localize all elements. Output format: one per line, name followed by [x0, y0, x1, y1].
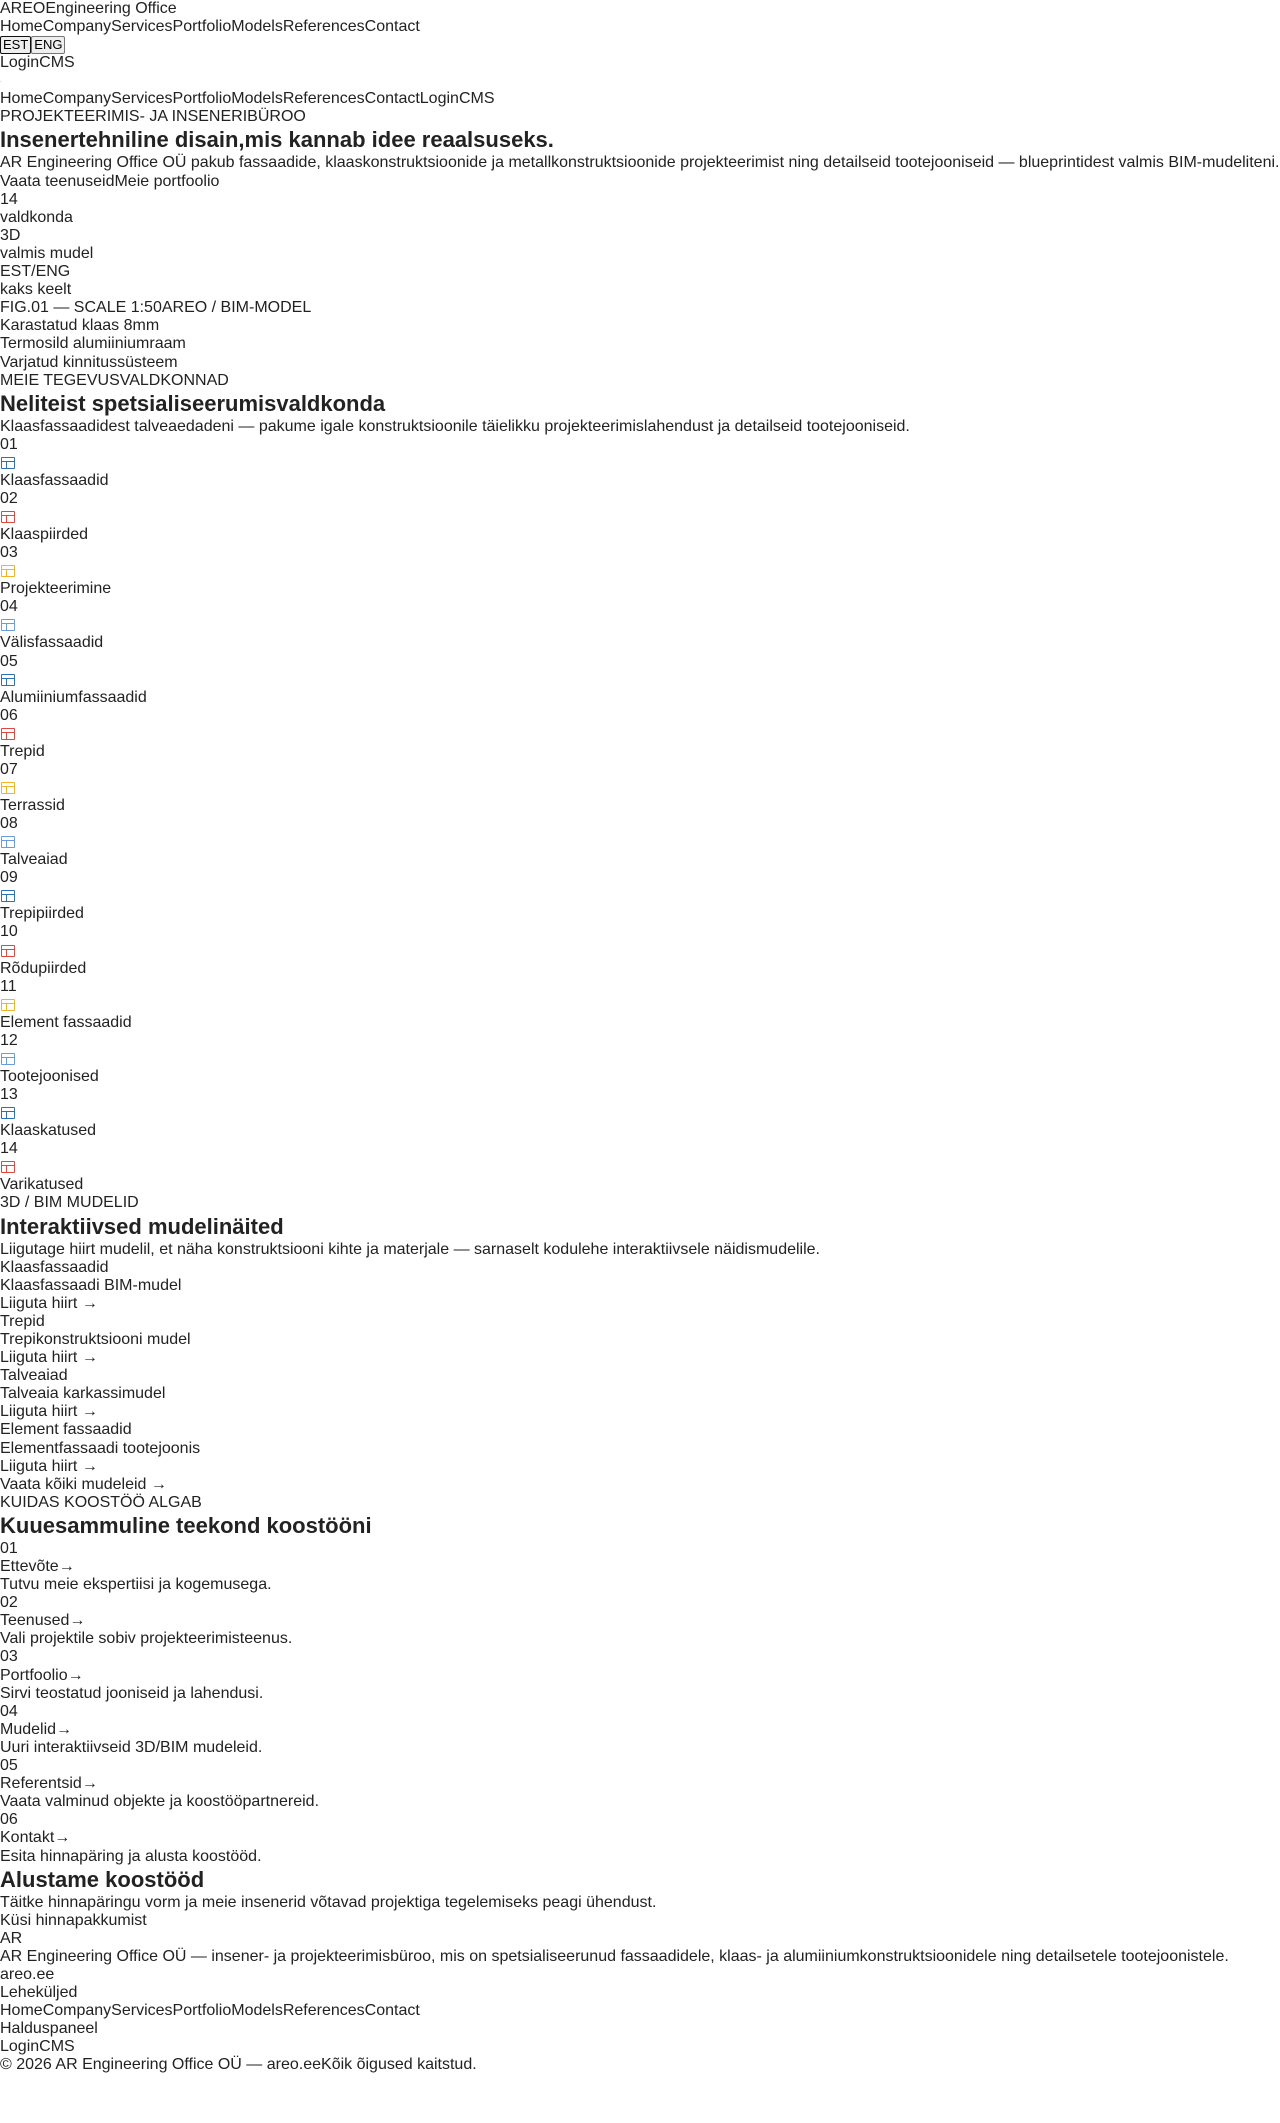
service-name: Terrassid [0, 797, 65, 814]
service-name: Trepid [0, 742, 45, 760]
process-step[interactable] [0, 1703, 1280, 1757]
service-number: 07 [0, 760, 18, 778]
footer-admin-links [0, 2038, 1280, 2056]
mobile-nav-services[interactable]: Services [111, 90, 173, 108]
arrow-right-icon: → [69, 1612, 86, 1630]
step-title-row [0, 1775, 1280, 1793]
process-section [0, 1494, 1280, 1866]
service-name: Tootejoonised [0, 1067, 99, 1085]
stat-value: 14 [0, 190, 18, 208]
stat-value: 3D [0, 226, 21, 244]
window-frame-icon [0, 887, 16, 905]
window-frame-icon [0, 996, 16, 1014]
hero-eyebrow: PROJEKTEERIMIS- JA INSENERIBÜROO [0, 108, 306, 126]
step-number: 05 [0, 1757, 18, 1775]
footer-nav-company[interactable]: Company [42, 2002, 112, 2020]
view-services-button[interactable]: Vaata teenuseid [0, 172, 115, 190]
service-number: 03 [0, 544, 18, 562]
window-frame-icon [0, 616, 16, 634]
step-link[interactable]: Referentsid [0, 1775, 82, 1793]
models-eyebrow: 3D / BIM MUDELID [0, 1194, 139, 1212]
copyright: © 2026 AR Engineering Office OÜ — areo.ee [0, 2056, 322, 2074]
service-name: Välisfassaadid [0, 634, 104, 652]
process-step[interactable] [0, 1757, 1280, 1811]
model-card[interactable] [0, 1313, 1280, 1367]
arrow-right-icon: → [58, 1558, 75, 1575]
hero-actions [0, 173, 1280, 191]
service-number: 08 [0, 815, 18, 833]
window-frame-icon [0, 562, 16, 580]
hero-section [0, 108, 1280, 371]
nav-home[interactable]: Home [0, 18, 43, 36]
step-number: 03 [0, 1648, 18, 1666]
services-section [0, 372, 1280, 1195]
step-number: 04 [0, 1702, 18, 1720]
service-item[interactable] [0, 436, 1280, 490]
footer-bottom [0, 2056, 1280, 2074]
divider: . [0, 78, 2, 85]
cta-title: Alustame koostööd [0, 1866, 205, 1892]
lang-eng-button[interactable]: ENG [31, 36, 65, 54]
footer-about: AR Engineering Office OÜ — insener- ja projekteerimisbüroo, mis on spetsialiseerunud fassaadidele, klaas- ja alumiiniumkonstruktsioonidele ning detailsetele tootejoonistele. [0, 1947, 1229, 1965]
lang-est-button[interactable]: EST [0, 36, 31, 54]
step-description: Uuri interaktiivseid 3D/BIM mudeleid. [0, 1738, 263, 1756]
service-number: 04 [0, 598, 18, 616]
mobile-nav-models[interactable]: Models [231, 90, 283, 108]
service-number: 01 [0, 435, 18, 453]
service-item[interactable] [0, 490, 1280, 544]
service-name: Varikatused [0, 1176, 84, 1194]
cms-link[interactable]: CMS [39, 54, 75, 72]
process-eyebrow: KUIDAS KOOSTÖÖ ALGAB [0, 1493, 202, 1511]
auth-links [0, 54, 1280, 72]
step-link[interactable]: Teenused [0, 1612, 70, 1630]
model-title: Trepikonstruktsiooni mudel [0, 1330, 191, 1348]
step-number: 06 [0, 1811, 18, 1829]
arrow-right-icon: → [54, 1829, 71, 1847]
step-title-row [0, 1558, 1280, 1576]
mobile-nav [0, 90, 1280, 108]
stat-label: kaks keelt [0, 281, 72, 299]
footer-nav-contact[interactable]: Contact [364, 2002, 420, 2020]
footer-pages-title: Leheküljed [0, 1984, 78, 2002]
service-number: 13 [0, 1086, 18, 1104]
service-number: 06 [0, 706, 18, 724]
process-list [0, 1540, 1280, 1866]
nav-company[interactable]: Company [42, 18, 112, 36]
hero-title: Insenertehniline disain,mis kannab idee reaalsuseks. [0, 127, 554, 153]
footer-nav-references[interactable]: References [282, 2002, 365, 2020]
service-number: 10 [0, 923, 18, 941]
logo[interactable]: AREO [0, 0, 46, 17]
stat-label: valdkonda [0, 208, 73, 226]
footer-nav-models[interactable]: Models [231, 2002, 283, 2020]
model-title: Talveaia karkassimudel [0, 1385, 166, 1403]
nav-portfolio[interactable]: Portfolio [172, 18, 232, 36]
process-step[interactable] [0, 1540, 1280, 1594]
service-name: Alumiiniumfassaadid [0, 688, 147, 706]
service-number: 05 [0, 652, 18, 670]
rights-text: Kõik õigused kaitstud. [321, 2056, 477, 2074]
step-description: Vaata valminud objekte ja koostööpartnereid. [0, 1793, 320, 1811]
window-frame-icon [0, 671, 16, 689]
services-eyebrow: MEIE TEGEVUSVALDKONNAD [0, 371, 229, 389]
cta-section [0, 1866, 1280, 1930]
window-frame-icon [0, 508, 16, 526]
footer-cms-link[interactable]: CMS [39, 2038, 75, 2056]
nav-services[interactable]: Services [111, 18, 173, 36]
figure-layer: Varjatud kinnitussüsteem [0, 353, 178, 371]
step-title-row [0, 1667, 1280, 1685]
nav-contact[interactable]: Contact [364, 18, 420, 36]
service-item[interactable] [0, 923, 1280, 977]
model-hint: Liiguta hiirt → [0, 1457, 98, 1475]
service-name: Talveaiad [0, 851, 68, 869]
service-item[interactable] [0, 815, 1280, 869]
service-name: Rõdupiirded [0, 959, 87, 977]
models-section [0, 1194, 1280, 1493]
footer-logo[interactable]: AR [0, 1929, 23, 1947]
nav-references[interactable]: References [282, 18, 365, 36]
mobile-nav-contact[interactable]: Contact [364, 90, 420, 108]
service-name: Element fassaadid [0, 1013, 132, 1031]
figure-layer: Karastatud klaas 8mm [0, 317, 160, 335]
step-link[interactable]: Kontakt [0, 1829, 55, 1847]
step-title-row [0, 1721, 1280, 1739]
step-description: Sirvi teostatud jooniseid ja lahendusi. [0, 1684, 264, 1702]
step-number: 01 [0, 1539, 18, 1557]
mobile-nav-home[interactable]: Home [0, 90, 43, 108]
service-item[interactable] [0, 1140, 1280, 1194]
service-item[interactable] [0, 707, 1280, 761]
window-frame-icon [0, 1104, 16, 1122]
service-item[interactable] [0, 653, 1280, 707]
figure-scale: FIG.01 — SCALE 1:50 [0, 299, 162, 317]
nav-models[interactable]: Models [231, 18, 283, 36]
step-title-row [0, 1829, 1280, 1847]
stat-value: EST/ENG [0, 263, 71, 281]
service-name: Klaasfassaadid [0, 471, 109, 489]
service-item[interactable] [0, 978, 1280, 1032]
mobile-nav-login[interactable]: Login [419, 90, 459, 108]
step-link[interactable]: Mudelid [0, 1720, 57, 1738]
model-card[interactable] [0, 1421, 1280, 1475]
step-description: Vali projektile sobiv projekteerimisteenus. [0, 1630, 293, 1648]
mobile-nav-references[interactable]: References [282, 90, 365, 108]
services-lead: Klaasfassaadidest talveaedadeni — pakume igale konstruktsioonile täielikku projekteerimislahendust ja detailseid tootejooniseid. [0, 417, 910, 435]
portfolio-button[interactable]: Meie portfoolio [114, 172, 220, 190]
footer-admin-title: Halduspaneel [0, 2020, 98, 2038]
hero-figure [0, 299, 1280, 371]
figure-caption [0, 299, 1280, 317]
process-title: Kuuesammuline teekond koostööni [0, 1512, 372, 1538]
login-link[interactable]: Login [0, 54, 40, 72]
model-title: Elementfassaadi tootejoonis [0, 1439, 201, 1457]
footer-login-link[interactable]: Login [0, 2038, 40, 2056]
step-link[interactable]: Ettevõte [0, 1558, 59, 1575]
service-name: Klaaskatused [0, 1122, 97, 1140]
model-category: Trepid [0, 1312, 45, 1330]
model-category: Element fassaadid [0, 1421, 132, 1439]
arrow-right-icon: → [81, 1775, 98, 1793]
footer-domain-link[interactable]: areo.ee [0, 1965, 55, 1983]
hero-lead: AR Engineering Office OÜ pakub fassaadide, klaaskonstruktsioonide ja metallkonstruktsioonide projekteerimist ning detailseid tootejooniseid — blueprintidest valmis BIM-mudeliteni. [0, 154, 1280, 172]
services-title: Neliteist spetsialiseerumisvaldkonda [0, 390, 386, 416]
model-hint: Liiguta hiirt → [0, 1349, 98, 1367]
brand[interactable] [0, 0, 1280, 18]
service-number: 14 [0, 1140, 18, 1158]
service-name: Trepipiirded [0, 905, 84, 923]
step-description: Tutvu meie ekspertiisi ja kogemusega. [0, 1576, 272, 1594]
service-name: Klaaspiirded [0, 526, 89, 544]
step-description: Esita hinnapäring ja alusta koostööd. [0, 1847, 262, 1865]
arrow-right-icon: → [56, 1720, 73, 1738]
service-number: 09 [0, 869, 18, 887]
step-number: 02 [0, 1594, 18, 1612]
service-item[interactable] [0, 598, 1280, 652]
footer-nav-home[interactable]: Home [0, 2002, 43, 2020]
figure-model-label: AREO / BIM-MODEL [161, 299, 312, 317]
process-step[interactable] [0, 1594, 1280, 1648]
window-frame-icon [0, 1050, 16, 1068]
service-item[interactable] [0, 761, 1280, 815]
stat-label: valmis mudel [0, 244, 94, 262]
window-frame-icon [0, 833, 16, 851]
model-card[interactable] [0, 1259, 1280, 1313]
model-hint: Liiguta hiirt → [0, 1294, 98, 1312]
mobile-nav-company[interactable]: Company [42, 90, 112, 108]
service-item[interactable] [0, 1086, 1280, 1140]
request-quote-button[interactable]: Küsi hinnapakkumist [0, 1911, 147, 1929]
service-name: Projekteerimine [0, 580, 112, 598]
process-step[interactable] [0, 1648, 1280, 1702]
service-number: 02 [0, 489, 18, 507]
service-number: 11 [0, 977, 17, 995]
hero-stats [0, 191, 1280, 300]
brand-name: Engineering Office [45, 0, 177, 17]
site-footer [0, 1930, 1280, 2075]
footer-pages-nav [0, 2002, 1280, 2020]
service-number: 12 [0, 1031, 18, 1049]
language-switcher [0, 36, 1280, 54]
model-title: Klaasfassaadi BIM-mudel [0, 1276, 182, 1294]
step-link[interactable]: Portfoolio [0, 1666, 68, 1684]
step-title-row [0, 1612, 1280, 1630]
models-list [0, 1259, 1280, 1476]
process-step[interactable] [0, 1811, 1280, 1865]
window-frame-icon [0, 1158, 16, 1176]
window-frame-icon [0, 725, 16, 743]
model-card[interactable] [0, 1367, 1280, 1421]
window-frame-icon [0, 942, 16, 960]
footer-nav-portfolio[interactable]: Portfolio [172, 2002, 232, 2020]
model-category: Klaasfassaadid [0, 1258, 109, 1276]
service-item[interactable] [0, 544, 1280, 598]
arrow-right-icon: → [67, 1666, 84, 1684]
main-nav [0, 18, 1280, 36]
site-header [0, 0, 1280, 108]
services-list [0, 436, 1280, 1195]
service-item[interactable] [0, 869, 1280, 923]
cta-lead: Täitke hinnapäringu vorm ja meie insenerid võtavad projektiga tegelemiseks peagi ühendust. [0, 1893, 657, 1911]
models-lead: Liigutage hiirt mudelil, et näha konstruktsiooni kihte ja materjale — sarnaselt kodulehe interaktiivsele näidismudelile. [0, 1240, 820, 1258]
window-frame-icon [0, 454, 16, 472]
window-frame-icon [0, 779, 16, 797]
model-category: Talveaiad [0, 1367, 68, 1385]
footer-nav-services[interactable]: Services [111, 2002, 173, 2020]
mobile-nav-cms[interactable]: CMS [458, 90, 495, 108]
service-item[interactable] [0, 1032, 1280, 1086]
model-hint: Liiguta hiirt → [0, 1403, 98, 1421]
figure-layer: Termosild alumiiniumraam [0, 335, 186, 353]
mobile-nav-portfolio[interactable]: Portfolio [172, 90, 232, 108]
models-title: Interaktiivsed mudelinäited [0, 1213, 284, 1239]
all-models-link[interactable]: Vaata kõiki mudeleid → [0, 1475, 167, 1493]
